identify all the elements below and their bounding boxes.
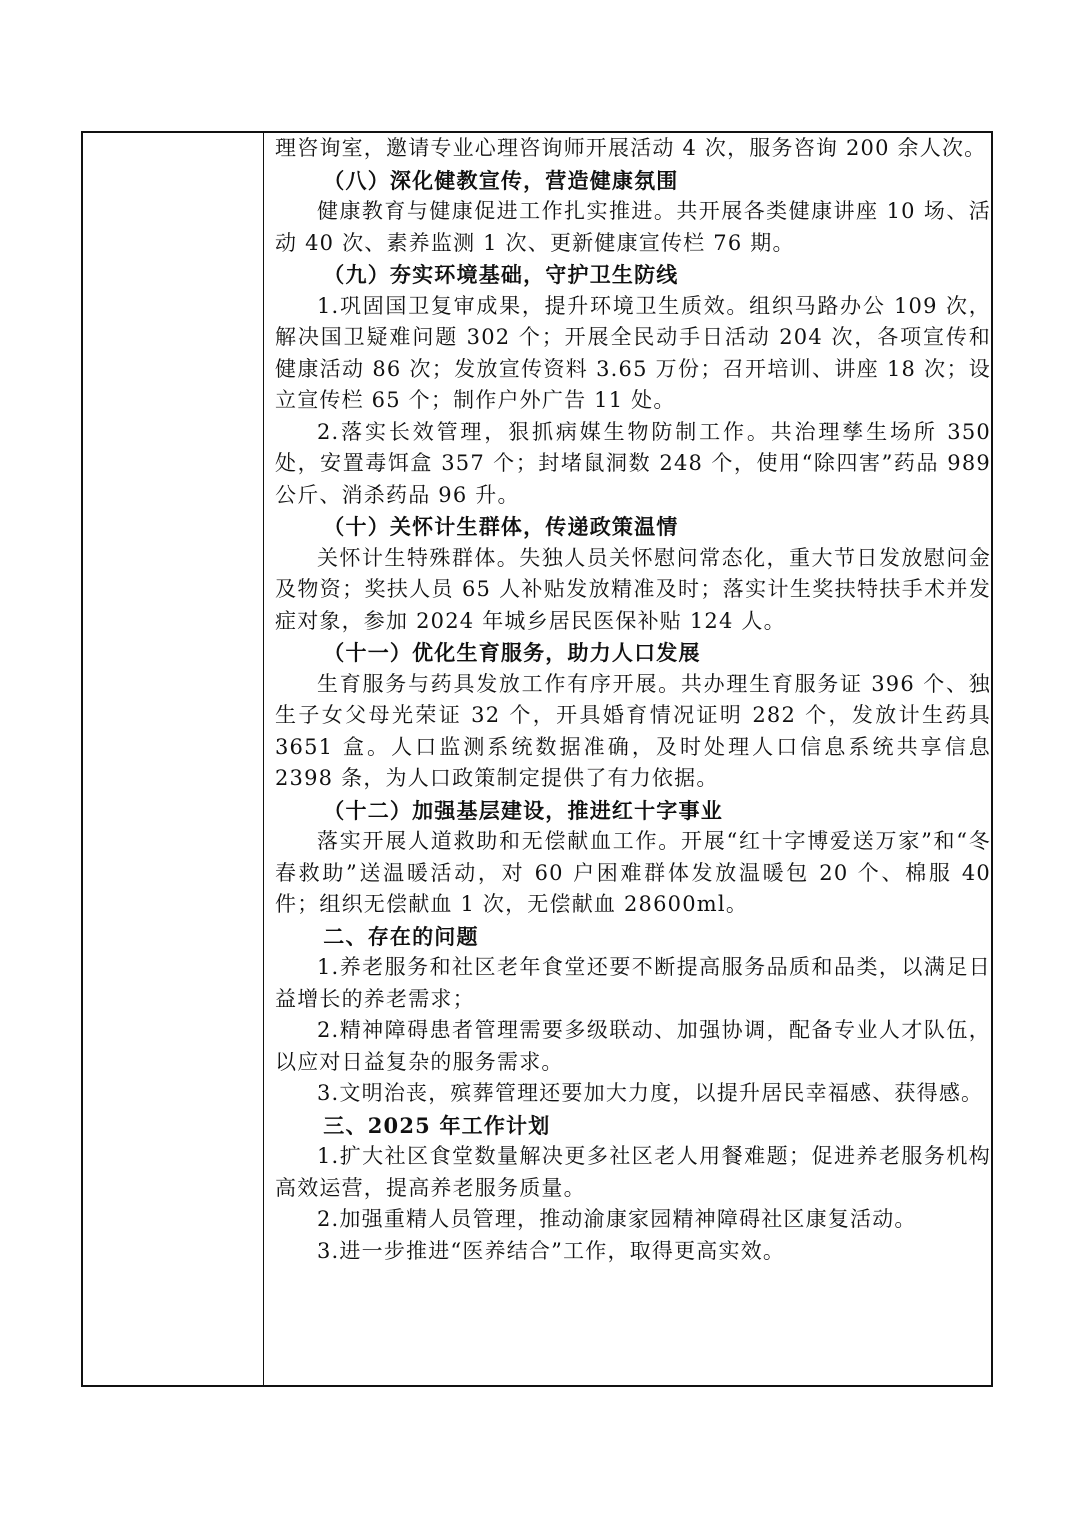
paragraph-family-planning: 关怀计生特殊群体。失独人员关怀慰问常态化，重大节日发放慰问金及物资；奖扶人员 65 人补贴发放精准及时；落实计生奖扶特扶手术并发症对象，参加 2024 年城乡居民医保补贴 124 人。: [275, 545, 991, 633]
section-heading-11: （十一）优化生育服务，助力人口发展: [323, 640, 701, 665]
label-column: [83, 133, 264, 1385]
section-heading-problems: 二、存在的问题: [323, 923, 479, 949]
paragraph-problem-1: 1.养老服务和社区老年食堂还要不断提高服务品质和品类，以满足日益增长的养老需求；: [275, 955, 991, 1011]
paragraph-red-cross: 落实开展人道救助和无偿献血工作。开展“红十字博爱送万家”和“冬春救助”送温暖活动，对 60 户困难群体发放温暖包 20 个、棉服 40 件；组织无偿献血 1 次，无偿献血 28600ml。: [275, 829, 991, 916]
paragraph-plan-2: 2.加强重精人员管理，推动渝康家园精神障碍社区康复活动。: [317, 1207, 917, 1231]
paragraph-health-education: 健康教育与健康促进工作扎实推进。共开展各类健康讲座 10 场、活动 40 次、素养监测 1 次、更新健康宣传栏 76 期。: [275, 199, 991, 255]
paragraph-birth-services: 生育服务与药具发放工作有序开展。共办理生育服务证 396 个、独生子女父母光荣证 32 个，开具婚育情况证明 282 个，发放计生药具 3651 盒。人口监测系统数据准确，及时处理人口信息系统共享信息 2398 条，为人口政策制定提供了有力依据。: [275, 671, 991, 790]
paragraph-environment-1: 1.巩固国卫复审成果，提升环境卫生质效。组织马路办公 109 次，解决国卫疑难问题 302 个；开展全民动手日活动 204 次，各项宣传和健康活动 86 次；发放宣传资料 3.65 万份；召开培训、讲座 18 次；设立宣传栏 65 个；制作户外广告 11 处。: [275, 293, 991, 412]
section-heading-plan: 三、2025 年工作计划: [323, 1112, 551, 1138]
table-frame: [81, 131, 993, 1387]
paragraph-plan-3: 3.进一步推进“医养结合”工作，取得更高实效。: [317, 1238, 786, 1263]
report-content: [275, 133, 991, 1267]
section-heading-12: （十二）加强基层建设，推进红十字事业: [323, 797, 723, 823]
section-heading-8: （八）深化健教宣传，营造健康氛围: [323, 167, 679, 193]
section-heading-10: （十）关怀计生群体，传递政策温情: [323, 514, 679, 539]
paragraph-problem-3: 3.文明治丧，殡葬管理还要加大力度，以提升居民幸福感、获得感。: [317, 1081, 984, 1105]
paragraph-problem-2: 2.精神障碍患者管理需要多级联动、加强协调，配备专业人才队伍，以应对日益复杂的服务需求。: [275, 1018, 991, 1074]
paragraph-continued: 理咨询室，邀请专业心理咨询师开展活动 4 次，服务咨询 200 余人次。: [275, 136, 987, 160]
section-heading-9: （九）夯实环境基础，守护卫生防线: [323, 262, 679, 287]
paragraph-plan-1: 1.扩大社区食堂数量解决更多社区老人用餐难题；促进养老服务机构高效运营，提高养老服务质量。: [275, 1144, 991, 1200]
paragraph-environment-2: 2.落实长效管理，狠抓病媒生物防制工作。共治理孳生场所 350 处，安置毒饵盒 357 个；封堵鼠洞数 248 个，使用“除四害”药品 989 公斤、消杀药品 96 升。: [275, 419, 991, 507]
